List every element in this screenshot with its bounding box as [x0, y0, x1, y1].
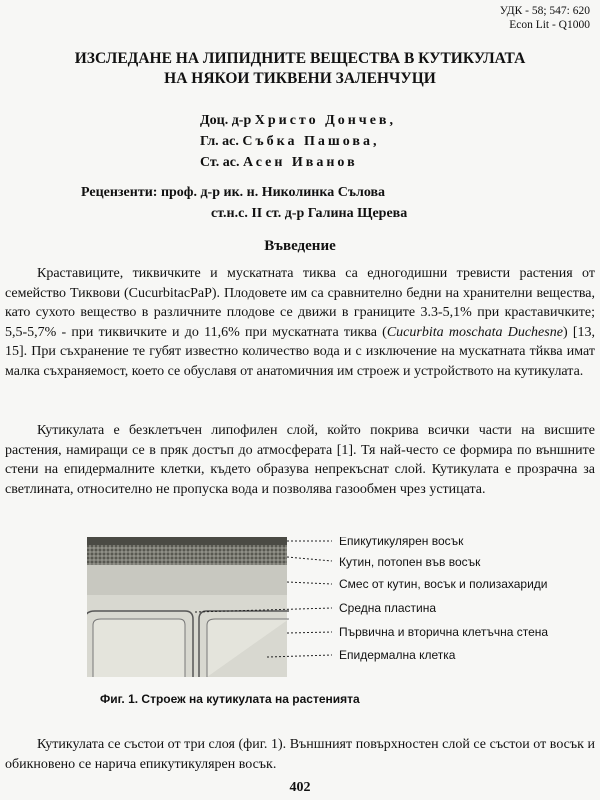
reviewers-line-1: Рецензенти: проф. д-р ик. н. Николинка Сълова: [81, 185, 386, 200]
author-name: Христо Дончев,: [254, 113, 396, 128]
author-title: Ст. ас.: [200, 155, 240, 170]
leader-line: [287, 557, 332, 561]
leader-line: [287, 632, 332, 633]
author-list: [200, 110, 396, 173]
author: [200, 152, 396, 173]
paragraph-3: Кутикулата се състои от три слоя (фиг. 1). Външният повърхностен слой се състои от восък и обикновено се нарича епикутикулярен восък.: [5, 737, 595, 772]
udk-code: УДК - 58; 547: 620: [499, 5, 590, 17]
cutin-in-wax-layer: [87, 545, 287, 565]
author-title: Доц. д-р: [200, 113, 252, 128]
paragraph-1-text-b: ) [13, 15]. При съхранение те губят известно количество вода и с изключение на мускатната тйква имат малка съхраняемост, което се обуславя от анатомичния им строеж и устройството на кутикулата.: [5, 324, 595, 379]
reviewers: [81, 182, 407, 224]
species-name: Cucurbita moschata Duchesne: [386, 324, 563, 340]
author-title: Гл. ас.: [200, 134, 239, 149]
paper-title: [0, 49, 600, 89]
mixed-layer: [87, 565, 287, 595]
reviewers-line-2: ст.н.с. II ст. д-р Галина Щерева: [211, 206, 408, 221]
section-heading: Въведение: [264, 238, 336, 254]
cuticle-diagram: [87, 537, 587, 677]
leader-line: [287, 582, 332, 584]
figure-label: Смес от кутин, восък и полизахариди: [339, 577, 548, 591]
figure-label: Кутин, потопен във восък: [339, 555, 481, 569]
epicuticular-wax-layer: [87, 537, 287, 545]
figure-label: Епикутикулярен восък: [339, 537, 464, 548]
paragraph-2: Кутикулата е безклетъчен липофилен слой, който покрива всички части на висшите растения, намиращи се в пряк достъп до атмосферата [1]. Тя най-често се формира по външните стени на епидермалните клетки, където образува непрекъснат слой. Кутикулата е прозрачна за светлината, относително не пропуска вода и позволява газообмен чрез устицата.: [5, 423, 595, 497]
author: [200, 110, 396, 131]
title-line-1: ИЗСЛЕДАНЕ НА ЛИПИДНИТЕ ВЕЩЕСТВА В КУТИКУЛАТА: [74, 50, 526, 67]
figure-label: Първична и вторична клетъчна стена: [339, 625, 549, 639]
classification-codes: [500, 4, 590, 32]
title-line-2: НА НЯКОИ ТИКВЕНИ ЗАЛЕНЧУЦИ: [164, 70, 436, 87]
paragraph-1: [5, 264, 595, 382]
page-number: 402: [289, 780, 311, 795]
figure-label: Епидермална клетка: [339, 648, 456, 662]
paragraph-1-text-a: Краставиците, тиквичките и мускатната тиква са едногодишни тревисти растения от семейство Тиквови (CucurbitacPaP). Плодовете им са сравнително бедни на хранителни вещества, като сухото вещество в различните плодове се движи в границите 3.3-5,1% при краставичките; 5,5-5,7% - при тиквичките и до 11,6% при мускатната тиква (: [5, 266, 595, 340]
figure-label: Средна пластина: [339, 601, 437, 615]
figure-caption: Фиг. 1. Строеж на кутикулата на растенията: [100, 692, 360, 706]
author-name: Събка Пашова,: [242, 134, 380, 149]
econlit-code: Econ Lit - Q1000: [509, 19, 590, 31]
author: [200, 131, 396, 152]
author-name: Асен Иванов: [242, 155, 358, 170]
epidermal-cell-inner: [93, 619, 185, 677]
